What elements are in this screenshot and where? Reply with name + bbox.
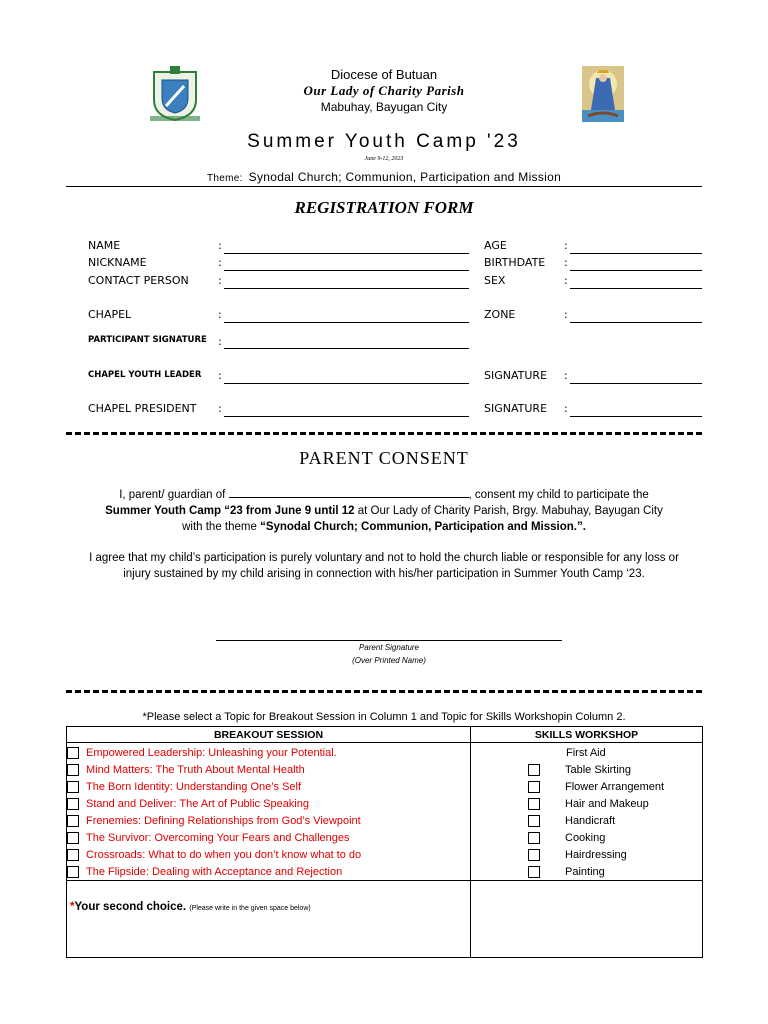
breakout-option[interactable] [67, 829, 470, 846]
topics-table [66, 726, 703, 958]
nickname-colon: : [218, 256, 222, 269]
checkbox[interactable] [528, 798, 540, 810]
youth-leader-signature-label: SIGNATURE [484, 369, 548, 382]
breakout-topic: The Born Identity: Understanding One’s Self [86, 780, 302, 793]
youth-leader-signature-field[interactable] [570, 383, 702, 384]
age-colon: : [564, 239, 568, 252]
theme-value: Synodal Church; Communion, Participation and Mission [248, 170, 562, 184]
theme-label: Theme: [206, 173, 243, 184]
breakout-topic: Crossroads: What to do when you don’t know what to do [86, 848, 362, 861]
breakout-session-header: BREAKOUT SESSION [67, 727, 471, 743]
parent-signature-sublabel: (Over Printed Name) [352, 656, 426, 665]
name-colon: : [218, 239, 222, 252]
required-star: * [70, 901, 75, 913]
chapel-president-label: CHAPEL PRESIDENT [88, 402, 197, 415]
skills-option[interactable] [471, 846, 702, 863]
consent-text: at Our Lady of Charity Parish, Brgy. Mabuhay, Bayugan City [354, 505, 663, 517]
skills-topic: Table Skirting [565, 763, 632, 776]
checkbox[interactable] [67, 815, 79, 827]
chapel-president-colon: : [218, 402, 222, 415]
participant-signature-colon: : [218, 335, 222, 348]
checkbox[interactable] [528, 866, 540, 878]
president-signature-label: SIGNATURE [484, 402, 548, 415]
nickname-label: NICKNAME [88, 256, 147, 269]
breakout-option[interactable] [67, 846, 470, 863]
skills-topic: Hair and Makeup [565, 797, 649, 810]
registration-title: REGISTRATION FORM [294, 198, 474, 217]
zone-field[interactable] [570, 322, 702, 323]
skills-option[interactable] [471, 829, 702, 846]
checkbox[interactable] [67, 747, 79, 759]
event-theme [0, 170, 768, 184]
sex-field[interactable] [570, 288, 702, 289]
skills-option[interactable] [471, 863, 702, 880]
skills-option[interactable] [471, 795, 702, 812]
breakout-topic: Stand and Deliver: The Art of Public Speaking [86, 797, 309, 810]
breakout-topic: The Flipside: Dealing with Acceptance and Rejection [86, 865, 343, 878]
parent-signature-field[interactable] [216, 640, 562, 641]
second-choice-skills-cell[interactable] [471, 881, 703, 958]
checkbox[interactable] [528, 849, 540, 861]
checkbox[interactable] [528, 781, 540, 793]
breakout-topic: Frenemies: Defining Relationships from God’s Viewpoint [86, 814, 361, 827]
nickname-field[interactable] [224, 270, 469, 271]
chapel-label: CHAPEL [88, 308, 132, 321]
contact-person-label: CONTACT PERSON [88, 274, 189, 287]
sex-colon: : [564, 274, 568, 287]
birthdate-colon: : [564, 256, 568, 269]
president-signature-colon: : [564, 402, 568, 415]
skills-topic: Cooking [565, 831, 606, 844]
breakout-option[interactable] [67, 863, 470, 880]
parent-signature-label: Parent Signature [358, 643, 420, 652]
skills-option[interactable] [471, 812, 702, 829]
sex-label: SEX [484, 274, 506, 287]
chapel-field[interactable] [224, 322, 469, 323]
name-label: NAME [88, 239, 121, 252]
parish-name: Our Lady of Charity Parish [303, 83, 465, 98]
skills-workshop-column [471, 743, 703, 881]
checkbox[interactable] [67, 798, 79, 810]
consent-text: , consent my child to participate the [468, 489, 649, 501]
checkbox[interactable] [67, 849, 79, 861]
consent-event-text: Summer Youth Camp “23 from June 9 until 12 [105, 505, 355, 517]
skills-topic: First Aid [566, 746, 606, 759]
consent-text: with the theme [182, 521, 261, 533]
child-name-field[interactable] [229, 486, 469, 498]
checkbox[interactable] [67, 764, 79, 776]
president-signature-field[interactable] [570, 416, 702, 417]
name-field[interactable] [224, 253, 469, 254]
chapel-youth-leader-colon: : [218, 369, 222, 382]
contact-person-colon: : [218, 274, 222, 287]
breakout-topic: Mind Matters: The Truth About Mental Health [86, 763, 305, 776]
consent-paragraph-1 [80, 486, 688, 535]
second-choice-label [70, 901, 311, 913]
event-title: Summer Youth Camp '23 [247, 131, 521, 152]
participant-signature-field[interactable] [224, 348, 469, 349]
skills-option[interactable] [471, 761, 702, 778]
consent-text: I, parent/ guardian of [119, 489, 226, 501]
topic-instruction: *Please select a Topic for Breakout Session in Column 1 and Topic for Skills Workshopin Column 2. [142, 711, 626, 723]
zone-colon: : [564, 308, 568, 321]
breakout-topic: The Survivor: Overcoming Your Fears and Challenges [86, 831, 350, 844]
birthdate-field[interactable] [570, 270, 702, 271]
breakout-option[interactable] [67, 744, 470, 761]
consent-title: PARENT CONSENT [299, 448, 469, 468]
skills-topic: Hairdressing [565, 848, 627, 861]
second-choice-note: (Please write in the given space below) [189, 905, 311, 912]
checkbox[interactable] [67, 832, 79, 844]
breakout-session-column [67, 743, 471, 881]
chapel-youth-leader-label: CHAPEL YOUTH LEADER [88, 370, 202, 380]
skills-option[interactable] [471, 778, 702, 795]
skills-option[interactable] [471, 744, 702, 761]
cut-line [66, 690, 702, 693]
contact-person-field[interactable] [224, 288, 469, 289]
skills-topic: Painting [565, 865, 605, 878]
age-label: AGE [484, 239, 507, 252]
checkbox[interactable] [67, 866, 79, 878]
skills-topic: Handicraft [565, 814, 616, 827]
age-field[interactable] [570, 253, 702, 254]
checkbox[interactable] [528, 832, 540, 844]
chapel-colon: : [218, 308, 222, 321]
chapel-youth-leader-field[interactable] [224, 383, 469, 384]
second-choice-cell[interactable] [67, 881, 471, 958]
consent-paragraph-2: I agree that my child’s participation is purely voluntary and not to hold the church liable or responsible for any loss or injury sustained by my child arising in connection with his/her participation in Summer Youth Camp ‘23. [89, 552, 679, 580]
consent-theme-text: “Synodal Church; Communion, Participation and Mission.”. [260, 521, 586, 533]
breakout-option[interactable] [67, 761, 470, 778]
skills-workshop-header: SKILLS WORKSHOP [471, 727, 703, 743]
event-date: June 9-12, 2023 [364, 156, 404, 162]
diocese-name: Diocese of Butuan [330, 67, 438, 82]
breakout-option[interactable] [67, 812, 470, 829]
birthdate-label: BIRTHDATE [484, 256, 546, 269]
checkbox[interactable] [528, 764, 540, 776]
youth-leader-signature-colon: : [564, 369, 568, 382]
parish-location: Mabuhay, Bayugan City [320, 100, 448, 114]
breakout-option[interactable] [67, 778, 470, 795]
cut-line [66, 432, 702, 435]
breakout-option[interactable] [67, 795, 470, 812]
checkbox[interactable] [67, 781, 79, 793]
skills-topic: Flower Arrangement [565, 780, 665, 793]
participant-signature-label: PARTICIPANT SIGNATURE [88, 335, 207, 345]
breakout-topic: Empowered Leadership: Unleashing your Potential. [86, 746, 337, 759]
chapel-president-field[interactable] [224, 416, 469, 417]
header-divider [66, 186, 702, 187]
second-choice-text: Your second choice. [74, 901, 187, 913]
checkbox[interactable] [528, 815, 540, 827]
zone-label: ZONE [484, 308, 516, 321]
